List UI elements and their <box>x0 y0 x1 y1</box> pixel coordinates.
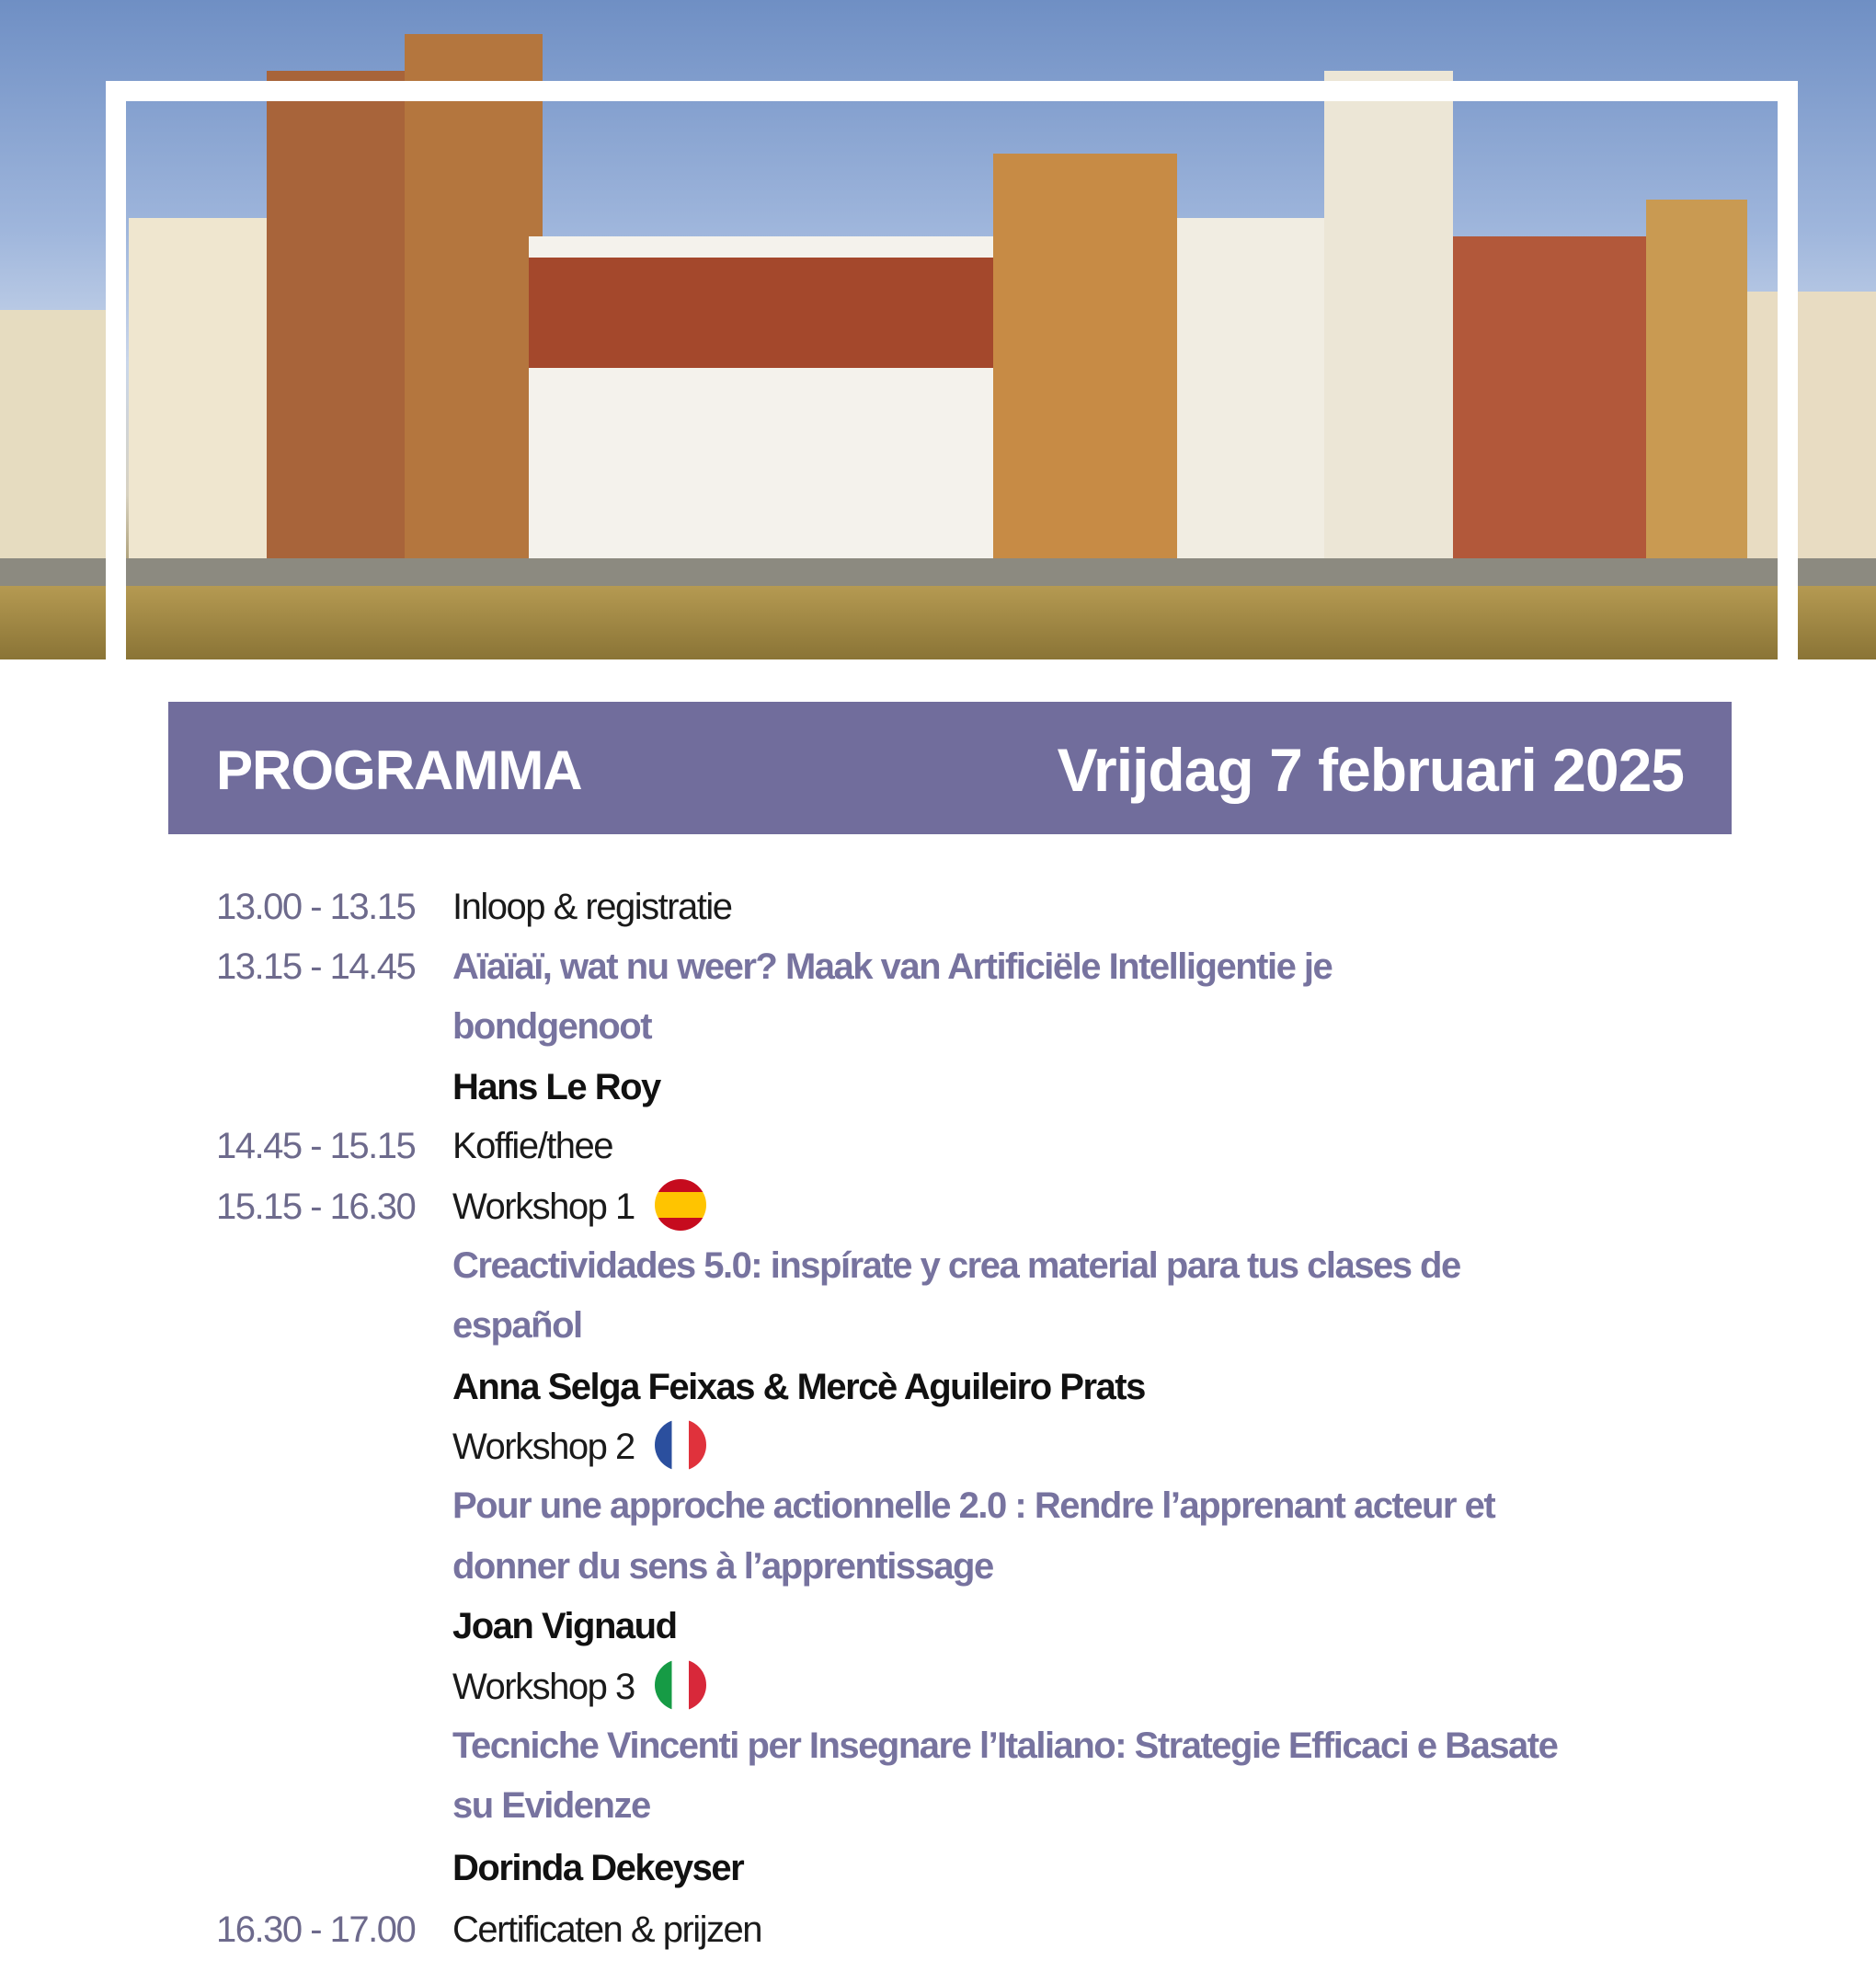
session-text: Koffie/thee <box>452 1126 613 1166</box>
session-title-cont: bondgenoot <box>452 1006 652 1047</box>
time-slot: 14.45 - 15.15 <box>216 1126 416 1166</box>
time-slot: 15.15 - 16.30 <box>216 1187 416 1227</box>
workshop-title-cont: su Evidenze <box>452 1785 650 1826</box>
france-flag-icon <box>655 1419 706 1471</box>
speaker-name: Joan Vignaud <box>452 1606 677 1646</box>
time-slot: 13.00 - 13.15 <box>216 887 416 927</box>
program-date: Vrijdag 7 februari 2025 <box>1057 736 1684 804</box>
session-title: Aïaïaï, wat nu weer? Maak van Artificiële Intelligentie je <box>452 946 1333 987</box>
session-text: Certificaten & prijzen <box>452 1909 762 1950</box>
header-photo-bruges-canal <box>0 0 1876 659</box>
workshop-title: Tecniche Vincenti per Insegnare l’Italiano: Strategie Efficaci e Basate <box>452 1726 1558 1766</box>
speaker-name: Anna Selga Feixas & Mercè Aguileiro Prats <box>452 1367 1145 1407</box>
photo-frame <box>106 81 1798 659</box>
program-header-bar <box>168 702 1732 834</box>
session-text: Inloop & registratie <box>452 887 732 927</box>
italy-flag-icon <box>655 1659 706 1711</box>
spain-flag-icon <box>655 1179 706 1231</box>
workshop-label: Workshop 3 <box>452 1667 635 1707</box>
speaker-name: Dorinda Dekeyser <box>452 1848 744 1888</box>
time-slot: 16.30 - 17.00 <box>216 1909 416 1950</box>
workshop-title: Creactividades 5.0: inspírate y crea material para tus clases de <box>452 1245 1460 1286</box>
workshop-title-cont: donner du sens à l’apprentissage <box>452 1546 993 1587</box>
speaker-name: Hans Le Roy <box>452 1067 660 1107</box>
workshop-title: Pour une approche actionnelle 2.0 : Rendre l’apprenant acteur et <box>452 1485 1495 1526</box>
workshop-label: Workshop 1 <box>452 1187 635 1227</box>
workshop-label: Workshop 2 <box>452 1427 635 1467</box>
workshop-title-cont: español <box>452 1305 582 1346</box>
time-slot: 13.15 - 14.45 <box>216 946 416 987</box>
program-title: PROGRAMMA <box>216 740 582 801</box>
